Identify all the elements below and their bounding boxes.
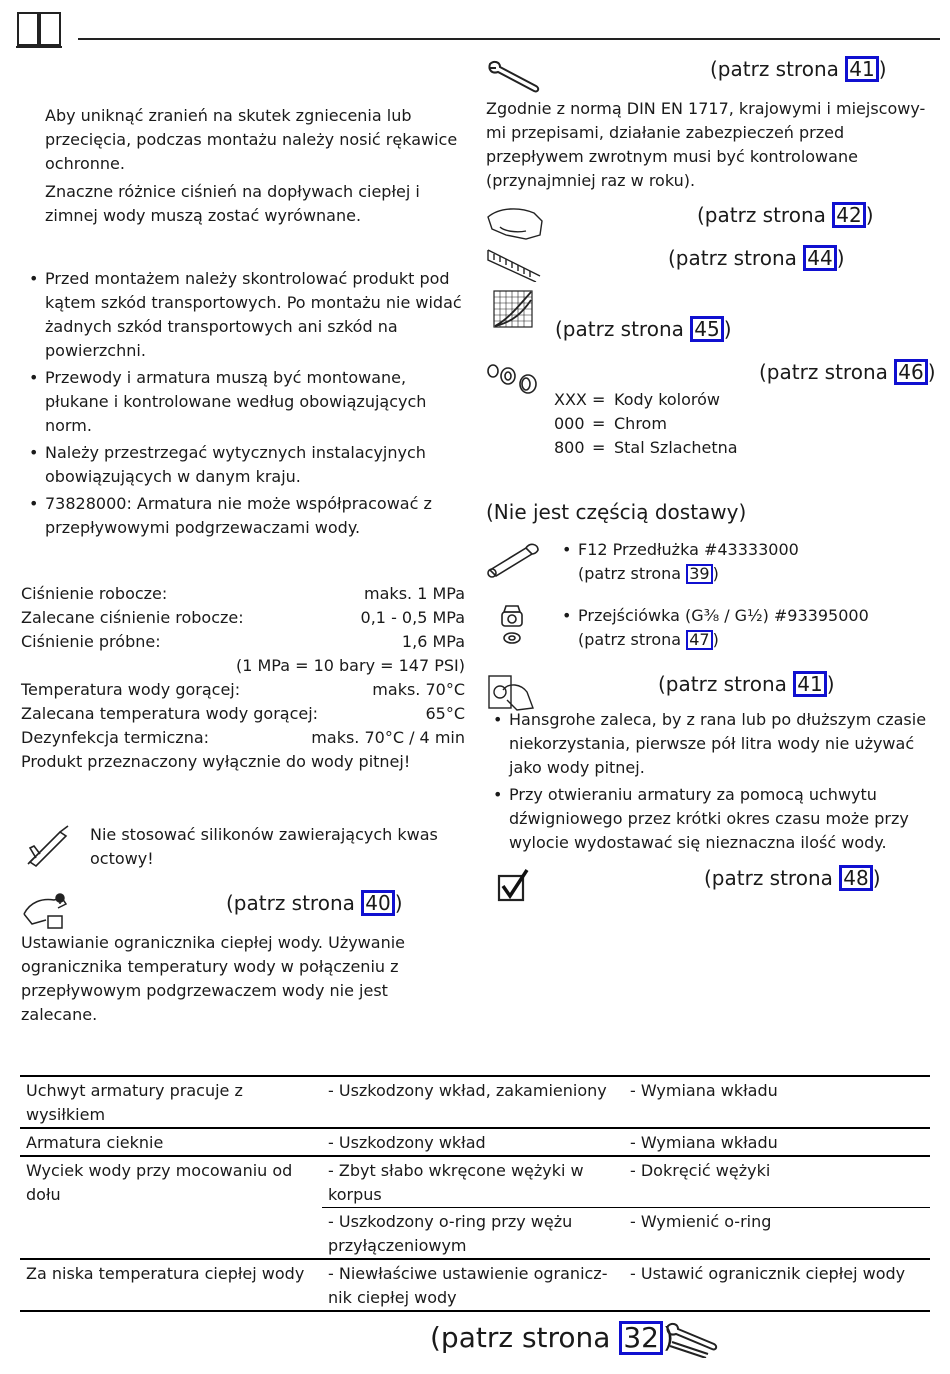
page-link-40[interactable]: 40: [361, 890, 394, 916]
spec-value: maks. 70°C: [372, 680, 465, 699]
safety-warning-gloves: Aby uniknąć zranień na skutek zgniecenia lub przecięcia, podczas montażu należy nosić rękawice ochronne.: [45, 106, 458, 173]
reference-flow: (patrz strona 45 ): [555, 317, 732, 341]
spec-value: maks. 1 MPa: [364, 584, 465, 603]
tools-icon: [664, 1320, 720, 1362]
remedy-cell: - Wymiana wkładu: [624, 1076, 930, 1128]
safety-warning-pressure: Znaczne różnice ciśnień na dopływach ciepłej i zimnej wody muszą zostać wyrównane.: [45, 182, 420, 225]
table-row: [20, 1156, 930, 1208]
cleaning-hand-icon: [486, 205, 544, 245]
accessory-adapter: [556, 604, 936, 655]
remedy-cell: - Wymienić o-ring: [624, 1208, 930, 1260]
list-item: • Hansgrohe zaleca, by z rana lub po dłuższym czasie niekorzystania, pierwsze pół litra wody nie używać jako wody pitnej.: [487, 708, 932, 780]
color-codes: [554, 388, 738, 460]
page-link-41[interactable]: 41: [845, 56, 878, 82]
fault-cell: Za niska temperatura ciepłej wody: [20, 1259, 322, 1311]
spare-parts-icon: [486, 362, 542, 400]
reference-limiter: (patrz strona 40 ): [226, 891, 403, 915]
page-link-45[interactable]: 45: [690, 316, 723, 342]
spec-label: Ciśnienie próbne:: [21, 632, 161, 651]
color-row: 800 = Stal Szlachetna: [554, 438, 738, 457]
cause-cell: - Uszkodzony wkład: [322, 1128, 624, 1156]
remedy-cell: - Wymiana wkładu: [624, 1128, 930, 1156]
color-row: XXX = Kody kolorów: [554, 390, 721, 409]
table-row: [20, 1076, 930, 1128]
reference-dimensions: (patrz strona 44 ): [668, 246, 845, 270]
dimensions-ruler-icon: [486, 246, 542, 286]
technical-data: [21, 582, 465, 774]
reference-usage: (patrz strona 41 ): [658, 672, 835, 696]
limiter-description: Ustawianie ogranicznika ciepłej wody. Używanie ogranicznika temperatury wody w połączeniu z przepływowym podgrzewaczem wody nie jest zalecane.: [21, 933, 405, 1024]
accessory-extension: [556, 538, 936, 589]
troubleshooting-table: [20, 1075, 930, 1312]
fault-cell: Armatura cieknie: [20, 1128, 322, 1156]
page-link-42[interactable]: 42: [832, 202, 865, 228]
list-item: • Przy otwieraniu armatury za pomocą uchwytu dźwigniowego przez krótki okres czasu może przy wylocie wydostawać się nieznaczna ilość wody.: [487, 783, 932, 855]
not-included-title: (Nie jest częścią dostawy): [486, 500, 747, 524]
reference-cleaning: (patrz strona 42 ): [697, 203, 874, 227]
page-link-41b[interactable]: 41: [793, 671, 826, 697]
usage-notes: [487, 708, 932, 858]
page-link-32[interactable]: 32: [619, 1321, 663, 1355]
page-link-48[interactable]: 48: [839, 865, 872, 891]
list-item: • Przed montażem należy skontrolować produkt pod kątem szkód transportowych. Po montażu nie widać żadnych szkód transportowych ani szkód na powierzchni.: [23, 267, 465, 363]
remedy-cell: - Dokręcić wężyki: [624, 1156, 930, 1208]
reference-footer: (patrz strona 32 ): [430, 1321, 674, 1354]
reference-maintenance: (patrz strona 41 ): [710, 57, 887, 81]
wrench-icon: [486, 58, 542, 98]
spec-label: Ciśnienie robocze:: [21, 584, 168, 603]
list-item: • Przejściówka (G³⁄₈ / G½) #93395000 (patrz strona 47 ): [556, 604, 936, 652]
cause-cell: - Uszkodzony o-ring przy wężu przyłączeniowym: [322, 1208, 624, 1260]
din-norm-text: Zgodnie z normą DIN EN 1717, krajowymi i miejscowy-mi przepisami, działanie zabezpieczeń przed przepływem zwrotnym musi być kontrolowane (przynajmniej raz w roku).: [486, 99, 926, 190]
drinking-water-note: Produkt przeznaczony wyłącznie do wody pitnej!: [21, 752, 411, 771]
page-link-47[interactable]: 47: [686, 630, 712, 650]
page-link-44[interactable]: 44: [803, 245, 836, 271]
cause-cell: - Zbyt słabo wkręcone wężyki w korpus: [322, 1156, 624, 1208]
spec-label: Zalecane ciśnienie robocze:: [21, 608, 244, 627]
manual-book-icon: [16, 10, 62, 52]
cause-cell: - Uszkodzony wkład, zakamieniony: [322, 1076, 624, 1128]
spec-label: Temperatura wody gorącej:: [21, 680, 241, 699]
list-item: • Należy przestrzegać wytycznych instalacyjnych obowiązujących w danym kraju.: [23, 441, 465, 489]
adapter-icon: [498, 604, 526, 652]
installation-notes: [23, 267, 465, 543]
cause-cell: - Niewłaściwe ustawienie ogranicz-nik ciepłej wody: [322, 1259, 624, 1311]
extension-icon: [486, 540, 542, 584]
list-item: • 73828000: Armatura nie może współpracować z przepływowymi podgrzewaczami wody.: [23, 492, 465, 540]
color-row: 000 = Chrom: [554, 414, 667, 433]
checkbox-icon: [497, 868, 529, 906]
spec-value: 0,1 - 0,5 MPa: [360, 608, 465, 627]
spec-label: Dezynfekcja termiczna:: [21, 728, 210, 747]
reference-check: (patrz strona 48 ): [704, 866, 881, 890]
flow-diagram-icon: [493, 290, 533, 332]
list-item: • F12 Przedłużka #43333000 (patrz strona 39 ): [556, 538, 936, 586]
reference-spare-parts: (patrz strona 46 ): [759, 360, 936, 384]
remedy-cell: - Ustawić ogranicznik ciepłej wody: [624, 1259, 930, 1311]
fault-cell: Uchwyt armatury pracuje z wysiłkiem: [20, 1076, 322, 1128]
table-row: [20, 1128, 930, 1156]
page-link-39[interactable]: 39: [686, 564, 712, 584]
spec-value: 65°C: [425, 704, 465, 723]
table-row: [20, 1259, 930, 1311]
fault-cell: Wyciek wody przy mocowaniu od dołu: [20, 1156, 322, 1259]
list-item: • Przewody i armatura muszą być montowane, płukane i kontrolowane według obowiązujących norm.: [23, 366, 465, 438]
silicone-gun-icon: [24, 824, 72, 872]
silicone-warning: Nie stosować silikonów zawierających kwas octowy!: [90, 825, 438, 868]
spec-value: (1 MPa = 10 bary = 147 PSI): [235, 656, 465, 675]
page-link-46[interactable]: 46: [894, 359, 927, 385]
header-rule: [78, 38, 940, 40]
spec-value: 1,6 MPa: [401, 632, 465, 651]
spec-label: Zalecana temperatura wody gorącej:: [21, 704, 319, 723]
hand-limiter-icon: [22, 890, 70, 936]
spec-value: maks. 70°C / 4 min: [311, 728, 465, 747]
